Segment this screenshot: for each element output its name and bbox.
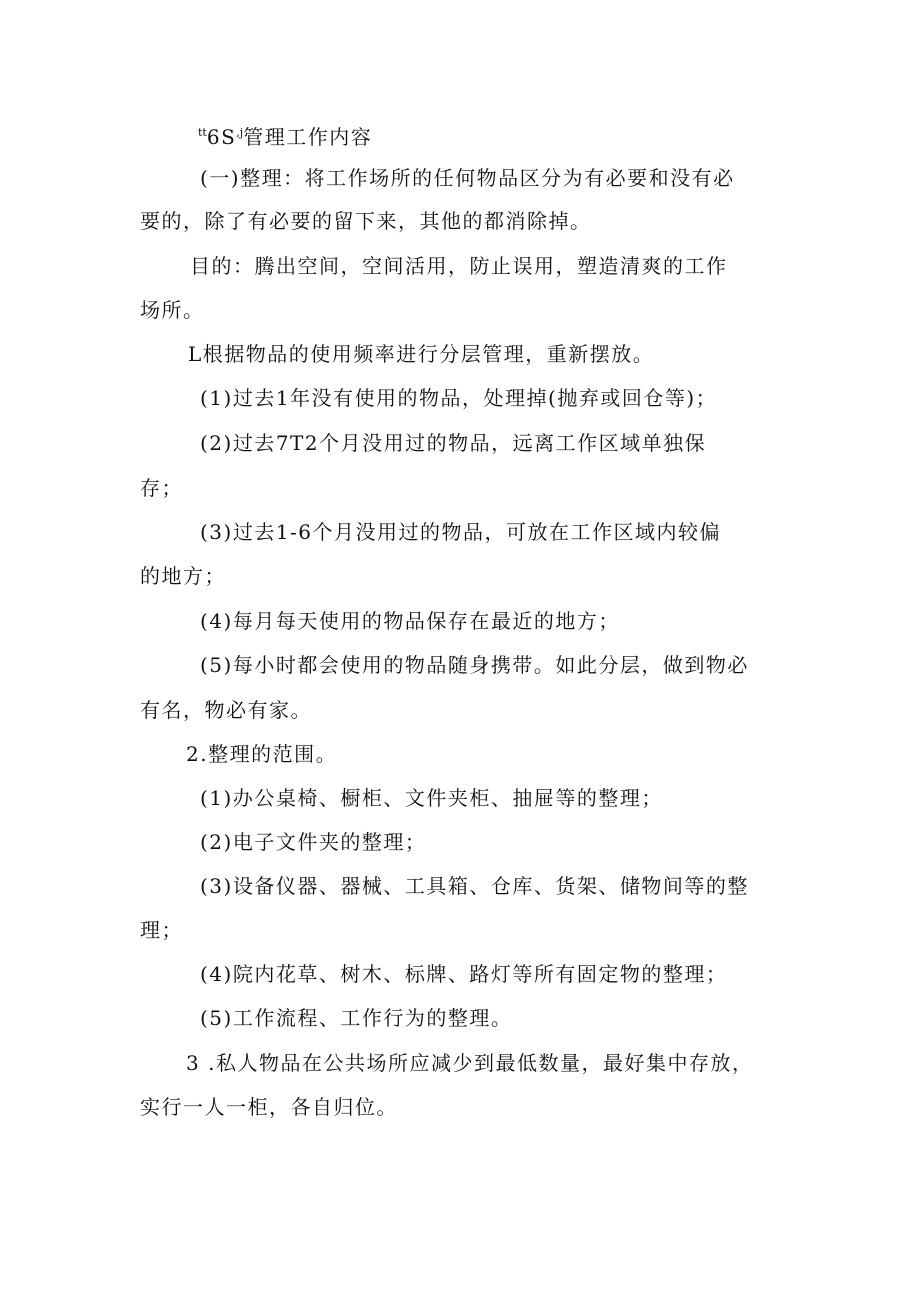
paragraph-line: 目的：腾出空间，空间活用，防止误用，塑造清爽的工作 xyxy=(190,254,728,278)
title-code: 6S xyxy=(206,125,237,149)
paragraph-line: (3)设备仪器、器械、工具箱、仓库、货架、储物间等的整 xyxy=(200,874,749,898)
paragraph-line: (5)每小时都会使用的物品随身携带。如此分层，做到物必 xyxy=(200,653,749,677)
paragraph-line: (3)过去1-6个月没用过的物品，可放在工作区域内较偏 xyxy=(200,520,722,544)
paragraph-line: L根据物品的使用频率进行分层管理，重新摆放。 xyxy=(188,342,655,366)
paragraph-line: (2)电子文件夹的整理； xyxy=(200,830,427,854)
paragraph-line: (4)院内花草、树木、标牌、路灯等所有固定物的整理； xyxy=(200,962,728,986)
paragraph-line: (1)办公桌椅、橱柜、文件夹柜、抽屉等的整理； xyxy=(200,786,663,810)
paragraph-line: 理； xyxy=(140,918,183,942)
paragraph-line: (1)过去1年没有使用的物品，处理掉(抛弃或回仓等)； xyxy=(200,386,718,410)
paragraph-line: 2.整理的范围。 xyxy=(186,742,338,766)
title-prefix: tt xyxy=(198,126,207,139)
paragraph-line: 场所。 xyxy=(140,298,205,322)
paragraph-line: 的地方； xyxy=(140,564,226,588)
title-text: 管理工作内容 xyxy=(243,125,373,149)
paragraph-line: 要的，除了有必要的留下来，其他的都消除掉。 xyxy=(140,209,592,233)
paragraph-line: (2)过去7T2个月没用过的物品，远离工作区域单独保 xyxy=(200,431,707,455)
paragraph-line: (4)每月每天使用的物品保存在最近的地方； xyxy=(200,609,620,633)
paragraph-line: 实行一人一柜，各自归位。 xyxy=(140,1095,398,1119)
title-separator: ,j xyxy=(236,126,244,139)
paragraph-line: 3 .私人物品在公共场所应减少到最低数量，最好集中存放， xyxy=(186,1051,754,1075)
document-title xyxy=(198,120,372,150)
paragraph-line: 存； xyxy=(140,476,183,500)
paragraph-line: 有名，物必有家。 xyxy=(140,698,312,722)
paragraph-line: (5)工作流程、工作行为的整理。 xyxy=(200,1006,513,1030)
paragraph-line: (一)整理：将工作场所的任何物品区分为有必要和没有必 xyxy=(200,166,735,190)
